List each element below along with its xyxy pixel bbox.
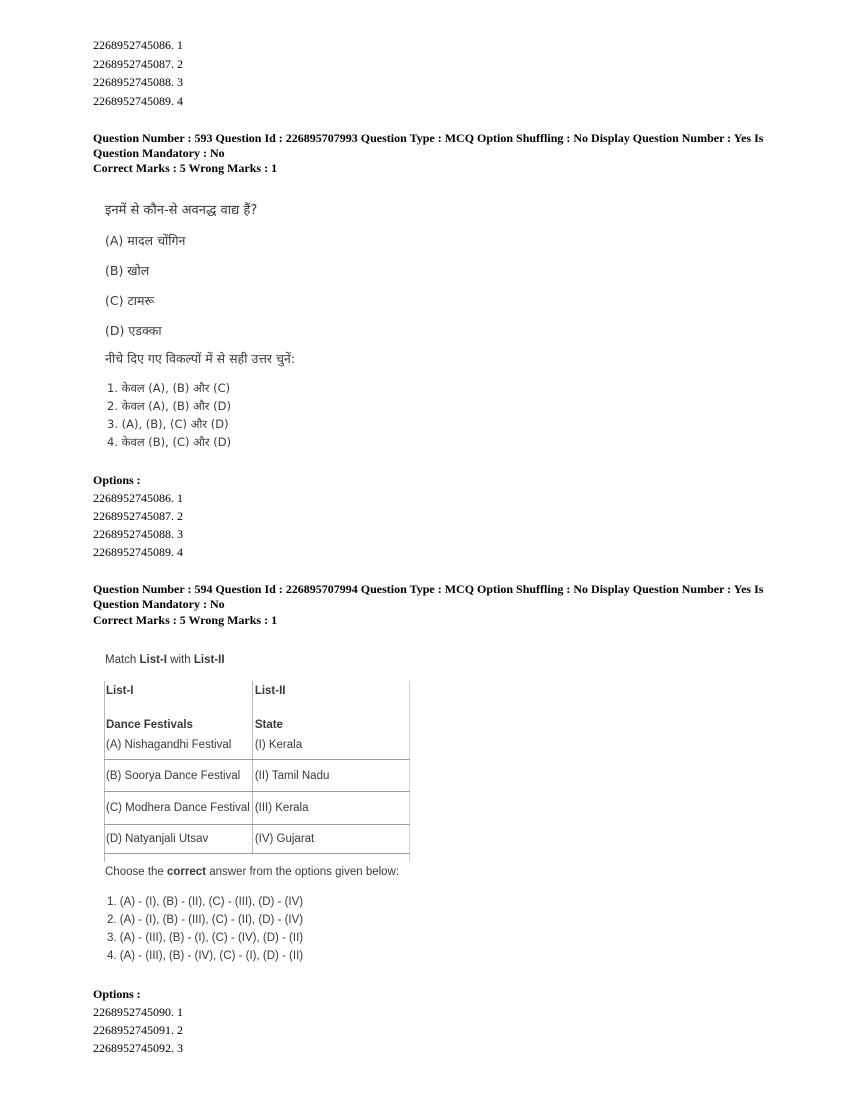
table-row — [104, 760, 410, 792]
question-item: (D) एडक्का — [105, 323, 162, 338]
answer-choice: 3. (A), (B), (C) और (D) — [107, 417, 229, 431]
answer-choice: 1. केवल (A), (B) और (C) — [107, 381, 231, 395]
option-line: 2268952745088. 3 — [93, 75, 183, 89]
table-row — [104, 792, 410, 825]
table-cell: (III) Kerala — [252, 792, 410, 825]
table-cell: (I) Kerala — [252, 731, 410, 760]
question-marks: Correct Marks : 5 Wrong Marks : 1 — [93, 161, 278, 175]
option-line: 2268952745087. 2 — [93, 509, 183, 523]
answer-choice: 1. (A) - (I), (B) - (II), (C) - (III), (D) - (IV) — [107, 896, 304, 908]
option-line: 2268952745086. 1 — [93, 38, 183, 52]
choose-instruction: Choose the correct answer from the options given below: — [105, 866, 400, 878]
table-cell: (IV) Gujarat — [252, 825, 410, 854]
options-label: Options : — [93, 473, 141, 487]
answer-choices — [107, 893, 303, 965]
question-marks: Correct Marks : 5 Wrong Marks : 1 — [93, 613, 278, 627]
option-line: 2268952745086. 1 — [93, 491, 183, 505]
option-line: 2268952745090. 1 — [93, 1005, 183, 1019]
question-item: (A) मादल चोंगिन — [105, 233, 186, 248]
answer-choice: 3. (A) - (III), (B) - (I), (C) - (IV), (D) - (II) — [107, 932, 304, 944]
table-header-cell: List-II — [254, 685, 286, 697]
table-header-row — [104, 681, 410, 711]
question-item: (B) खोल — [105, 263, 150, 278]
question-item: (C) टामरू — [105, 293, 155, 308]
answer-choice: 2. (A) - (I), (B) - (III), (C) - (II), (D) - (IV) — [107, 914, 304, 926]
table-subheader-cell: State — [254, 719, 283, 731]
option-line: 2268952745091. 2 — [93, 1023, 183, 1037]
question-text: इनमें से कौन-से अवनद्ध वाद्य हैं? — [105, 203, 258, 218]
question-meta: Question Number : 593 Question Id : 226895707993 Question Type : MCQ Option Shuffling : No Display Question Number : Yes Is Question Mandatory : No — [93, 131, 764, 160]
answer-choice: 4. केवल (B), (C) और (D) — [107, 435, 232, 449]
table-cell: (C) Modhera Dance Festival — [104, 792, 252, 825]
match-table — [104, 681, 410, 854]
answer-choice: 4. (A) - (III), (B) - (IV), (C) - (I), (D) - (II) — [107, 950, 304, 962]
option-line: 2268952745092. 3 — [93, 1041, 183, 1055]
answer-choices — [107, 379, 231, 451]
answer-choice: 2. केवल (A), (B) और (D) — [107, 399, 231, 413]
table-cell: (A) Nishagandhi Festival — [104, 731, 252, 760]
table-subheader-row — [104, 711, 410, 731]
options-label: Options : — [93, 987, 141, 1001]
match-instruction: Match List-I with List-II — [105, 654, 225, 666]
table-row — [104, 825, 410, 854]
question-meta: Question Number : 594 Question Id : 226895707994 Question Type : MCQ Option Shuffling : No Display Question Number : Yes Is Question Mandatory : No — [93, 582, 764, 611]
table-cell: (D) Natyanjali Utsav — [104, 825, 252, 854]
option-line: 2268952745088. 3 — [93, 527, 183, 541]
table-header-cell: List-I — [104, 681, 252, 711]
option-line: 2268952745087. 2 — [93, 57, 183, 71]
table-row — [104, 731, 410, 760]
table-subheader-cell: Dance Festivals — [104, 711, 252, 731]
option-line: 2268952745089. 4 — [93, 94, 183, 108]
question-instruction: नीचे दिए गए विकल्पों में से सही उत्तर चुनें: — [105, 351, 296, 366]
table-cell: (II) Tamil Nadu — [252, 760, 410, 792]
table-cell: (B) Soorya Dance Festival — [104, 760, 252, 792]
option-line: 2268952745089. 4 — [93, 545, 183, 559]
